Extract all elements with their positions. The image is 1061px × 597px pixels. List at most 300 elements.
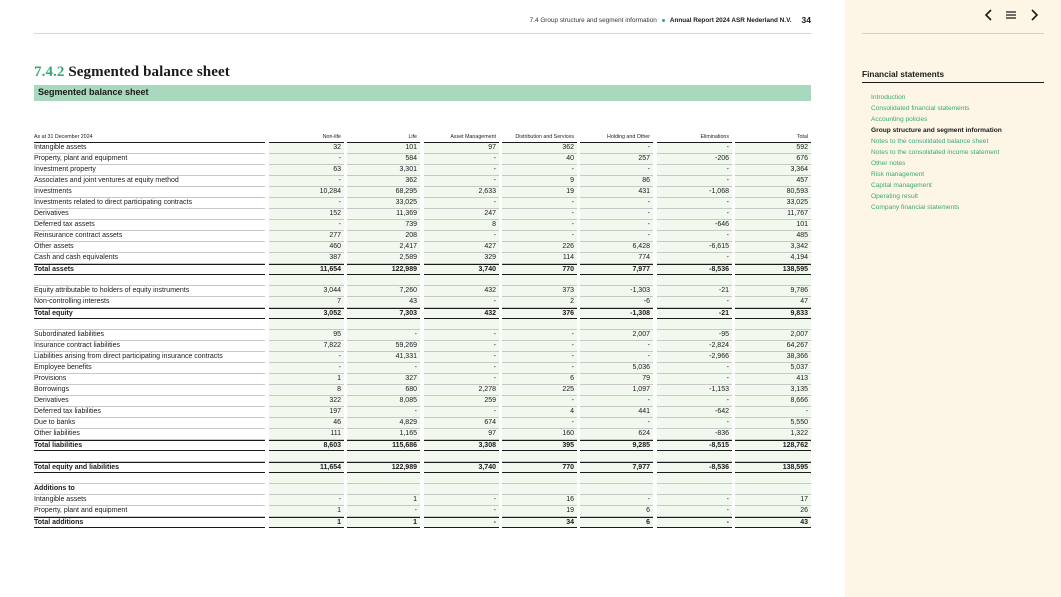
value-cell: - (502, 330, 577, 341)
value-cell: - (424, 176, 499, 187)
value-cell: -642 (657, 407, 732, 418)
blank-cell (502, 319, 577, 330)
value-cell: 101 (735, 220, 811, 231)
value-cell: 3,301 (347, 165, 420, 176)
blank-cell (502, 451, 577, 462)
value-cell: 584 (347, 154, 420, 165)
value-cell: 6 (580, 506, 653, 517)
row-label: Due to banks (34, 418, 265, 429)
value-cell: - (347, 407, 420, 418)
value-cell: 111 (269, 429, 344, 440)
page-header (34, 14, 811, 26)
value-cell: 431 (580, 187, 653, 198)
value-cell: - (269, 495, 344, 506)
value-cell: - (657, 495, 732, 506)
value-cell: 11,369 (347, 209, 420, 220)
value-cell: - (657, 253, 732, 264)
blank-cell (269, 473, 344, 484)
value-cell: 59,269 (347, 341, 420, 352)
value-cell: 7,977 (580, 264, 653, 275)
blank-cell (34, 275, 265, 286)
toc-item[interactable]: Consolidated financial statements (871, 105, 970, 112)
subheading-row (34, 484, 811, 495)
blank-cell (735, 451, 811, 462)
value-cell: -6,615 (657, 242, 732, 253)
value-cell: 322 (269, 396, 344, 407)
row-label: Intangible assets (34, 495, 265, 506)
value-cell: - (657, 231, 732, 242)
value-cell: 8 (269, 385, 344, 396)
value-cell: - (424, 165, 499, 176)
value-cell: 329 (424, 253, 499, 264)
row-label: Reinsurance contract assets (34, 231, 265, 242)
blank-cell (657, 275, 732, 286)
value-cell: - (424, 407, 499, 418)
value-cell: 7,260 (347, 286, 420, 297)
row-label: Subordinated liabilities (34, 330, 265, 341)
value-cell: 1,097 (580, 385, 653, 396)
value-cell: - (424, 330, 499, 341)
value-cell: 395 (502, 440, 577, 451)
blank-cell (424, 275, 499, 286)
value-cell: 8,085 (347, 396, 420, 407)
row-label: Insurance contract liabilities (34, 341, 265, 352)
value-cell: - (424, 341, 499, 352)
value-cell: - (657, 363, 732, 374)
toc-list (871, 92, 1002, 213)
value-cell: - (269, 363, 344, 374)
row-label: Derivatives (34, 209, 265, 220)
blank-cell (580, 275, 653, 286)
table-row (34, 385, 811, 396)
value-cell: - (502, 209, 577, 220)
row-label: Investment property (34, 165, 265, 176)
value-cell: - (424, 363, 499, 374)
value-cell: 1 (269, 374, 344, 385)
table-row (34, 242, 811, 253)
value-cell: 8,603 (269, 440, 344, 451)
row-label: Total additions (34, 517, 265, 528)
value-cell: 1,165 (347, 429, 420, 440)
toc-item[interactable]: Notes to the consolidated balance sheet (871, 138, 989, 145)
table-row (34, 209, 811, 220)
value-cell: - (502, 341, 577, 352)
blank-row (34, 319, 811, 330)
value-cell: 432 (424, 286, 499, 297)
value-cell: -2,824 (657, 341, 732, 352)
value-cell: -836 (657, 429, 732, 440)
value-cell: 3,364 (735, 165, 811, 176)
value-cell: 95 (269, 330, 344, 341)
value-cell: 3,135 (735, 385, 811, 396)
title-number: 7.4.2 (34, 64, 65, 80)
value-cell: - (657, 176, 732, 187)
value-cell: - (502, 220, 577, 231)
value-cell: 2,007 (580, 330, 653, 341)
blank-cell (657, 473, 732, 484)
value-cell: 770 (502, 462, 577, 473)
value-cell: - (580, 198, 653, 209)
page-title (34, 64, 230, 81)
value-cell (657, 484, 732, 495)
value-cell: 7,822 (269, 341, 344, 352)
value-cell: - (424, 231, 499, 242)
value-cell: 8,666 (735, 396, 811, 407)
row-label: Property, plant and equipment (34, 506, 265, 517)
col-header-asset-management: Asset Management (424, 132, 499, 143)
sidebar-title[interactable]: Financial statements (862, 69, 1044, 83)
blank-cell (580, 319, 653, 330)
value-cell: 63 (269, 165, 344, 176)
col-header-non-life: Non-life (269, 132, 344, 143)
value-cell: 43 (735, 517, 811, 528)
total-row (34, 462, 811, 473)
header-label: As at 31 December 2024 (34, 132, 265, 143)
value-cell: 152 (269, 209, 344, 220)
row-label: Investments related to direct participating contracts (34, 198, 265, 209)
value-cell: 3,308 (424, 440, 499, 451)
table-row (34, 187, 811, 198)
value-cell: 9 (502, 176, 577, 187)
col-header-holding: Holding and Other (580, 132, 653, 143)
table-row (34, 374, 811, 385)
col-header-distribution: Distribution and Services (502, 132, 577, 143)
value-cell: 1 (269, 506, 344, 517)
value-cell: 208 (347, 231, 420, 242)
value-cell: 197 (269, 407, 344, 418)
value-cell: 115,686 (347, 440, 420, 451)
value-cell: 624 (580, 429, 653, 440)
value-cell (424, 484, 499, 495)
value-cell: -1,153 (657, 385, 732, 396)
blank-cell (34, 451, 265, 462)
value-cell: 122,989 (347, 462, 420, 473)
value-cell: - (657, 297, 732, 308)
value-cell: - (580, 418, 653, 429)
value-cell: 277 (269, 231, 344, 242)
value-cell: - (580, 396, 653, 407)
value-cell: 5,037 (735, 363, 811, 374)
value-cell: - (269, 154, 344, 165)
row-label: Non-controlling interests (34, 297, 265, 308)
value-cell: - (580, 143, 653, 154)
value-cell: - (657, 165, 732, 176)
row-label: Total liabilities (34, 440, 265, 451)
value-cell: 2 (502, 297, 577, 308)
value-cell: 6 (580, 517, 653, 528)
value-cell: -6 (580, 297, 653, 308)
value-cell: 257 (580, 154, 653, 165)
chevron-left-icon[interactable] (981, 9, 997, 25)
page-number: 34 (801, 15, 811, 25)
blank-cell (735, 275, 811, 286)
col-header-eliminations: Eliminations (657, 132, 732, 143)
menu-icon[interactable] (1003, 9, 1019, 25)
value-cell: - (657, 396, 732, 407)
toc-item[interactable]: Introduction (871, 94, 906, 101)
value-cell: -8,536 (657, 264, 732, 275)
value-cell: 413 (735, 374, 811, 385)
value-cell: 11,654 (269, 462, 344, 473)
value-cell: 5,550 (735, 418, 811, 429)
sidebar-rule (862, 33, 1044, 34)
table-row (34, 220, 811, 231)
blank-cell (735, 473, 811, 484)
total-row (34, 440, 811, 451)
table-row (34, 198, 811, 209)
blank-row (34, 275, 811, 286)
blank-cell (580, 451, 653, 462)
value-cell: 1 (269, 517, 344, 528)
value-cell: 592 (735, 143, 811, 154)
value-cell: 26 (735, 506, 811, 517)
value-cell: 1,322 (735, 429, 811, 440)
value-cell: 774 (580, 253, 653, 264)
value-cell: 427 (424, 242, 499, 253)
value-cell: - (502, 396, 577, 407)
header-rule (34, 33, 811, 34)
value-cell: - (502, 363, 577, 374)
value-cell: - (657, 374, 732, 385)
table-row (34, 253, 811, 264)
value-cell: - (347, 330, 420, 341)
value-cell: 441 (580, 407, 653, 418)
value-cell: - (502, 231, 577, 242)
value-cell: 46 (269, 418, 344, 429)
table-row (34, 407, 811, 418)
value-cell: -95 (657, 330, 732, 341)
row-label: Associates and joint ventures at equity method (34, 176, 265, 187)
blank-row (34, 451, 811, 462)
value-cell: 138,595 (735, 264, 811, 275)
toc-item[interactable]: Other notes (871, 160, 906, 167)
balance-sheet-table (34, 132, 811, 528)
value-cell: 2,633 (424, 187, 499, 198)
value-cell: 376 (502, 308, 577, 319)
value-cell: - (580, 209, 653, 220)
value-cell: 33,025 (735, 198, 811, 209)
value-cell: 460 (269, 242, 344, 253)
value-cell: - (269, 352, 344, 363)
value-cell: 7,977 (580, 462, 653, 473)
table-row (34, 495, 811, 506)
row-label: Intangible assets (34, 143, 265, 154)
table-title-bar (34, 85, 811, 101)
blank-cell (34, 319, 265, 330)
toc-item[interactable]: Risk management (871, 171, 925, 178)
value-cell: 3,044 (269, 286, 344, 297)
value-cell: 247 (424, 209, 499, 220)
blank-cell (347, 451, 420, 462)
row-label: Total equity and liabilities (34, 462, 265, 473)
table-row (34, 429, 811, 440)
row-label: Deferred tax assets (34, 220, 265, 231)
table-row (34, 352, 811, 363)
value-cell: 2,278 (424, 385, 499, 396)
row-label: Employee benefits (34, 363, 265, 374)
value-cell: 362 (347, 176, 420, 187)
value-cell: -2,966 (657, 352, 732, 363)
value-cell: 373 (502, 286, 577, 297)
col-header-total: Total (735, 132, 811, 143)
value-cell: 8 (424, 220, 499, 231)
value-cell: - (657, 143, 732, 154)
value-cell (269, 484, 344, 495)
value-cell: 6 (502, 374, 577, 385)
value-cell: - (657, 418, 732, 429)
blank-cell (347, 319, 420, 330)
blank-cell (735, 319, 811, 330)
total-row (34, 517, 811, 528)
col-header-life: Life (347, 132, 420, 143)
value-cell: - (424, 506, 499, 517)
value-cell: 10,284 (269, 187, 344, 198)
row-label: Cash and cash equivalents (34, 253, 265, 264)
toc-item[interactable]: Operating result (871, 193, 918, 200)
blank-row (34, 473, 811, 484)
toc-item[interactable]: Group structure and segment information (871, 127, 1002, 134)
value-cell: 327 (347, 374, 420, 385)
value-cell: 16 (502, 495, 577, 506)
value-cell: 259 (424, 396, 499, 407)
table-row (34, 418, 811, 429)
value-cell: - (424, 297, 499, 308)
row-label: Additions to (34, 484, 265, 495)
value-cell (347, 484, 420, 495)
total-row (34, 308, 811, 319)
value-cell: 97 (424, 429, 499, 440)
value-cell: -1,068 (657, 187, 732, 198)
value-cell: 79 (580, 374, 653, 385)
value-cell: - (657, 198, 732, 209)
value-cell (580, 484, 653, 495)
blank-cell (502, 275, 577, 286)
value-cell: 2,589 (347, 253, 420, 264)
toc-item[interactable]: Capital management (871, 182, 932, 189)
value-cell: 9,285 (580, 440, 653, 451)
value-cell: 160 (502, 429, 577, 440)
value-cell: - (424, 154, 499, 165)
toc-item[interactable]: Notes to the consolidated income statement (871, 149, 1000, 156)
value-cell: - (269, 176, 344, 187)
chevron-right-icon[interactable] (1026, 9, 1042, 25)
blank-cell (424, 451, 499, 462)
row-label: Deferred tax liabilities (34, 407, 265, 418)
table-title: Segmented balance sheet (38, 87, 149, 97)
row-label: Liabilities arising from direct participating insurance contracts (34, 352, 265, 363)
value-cell: 4,194 (735, 253, 811, 264)
toc-item[interactable]: Company financial statements (871, 204, 960, 211)
sidebar (845, 0, 1061, 597)
blank-cell (347, 473, 420, 484)
value-cell: 11,654 (269, 264, 344, 275)
value-cell: -21 (657, 286, 732, 297)
header-report: Annual Report 2024 ASR Nederland N.V. (669, 16, 792, 24)
value-cell: - (580, 495, 653, 506)
value-cell: 7,303 (347, 308, 420, 319)
value-cell: 19 (502, 506, 577, 517)
value-cell: 1 (347, 517, 420, 528)
value-cell: 11,767 (735, 209, 811, 220)
value-cell: 739 (347, 220, 420, 231)
value-cell: 226 (502, 242, 577, 253)
value-cell: 114 (502, 253, 577, 264)
row-label: Investments (34, 187, 265, 198)
value-cell: 64,267 (735, 341, 811, 352)
toc-item[interactable]: Accounting policies (871, 116, 928, 123)
value-cell: 9,786 (735, 286, 811, 297)
value-cell: 3,740 (424, 264, 499, 275)
value-cell: -8,515 (657, 440, 732, 451)
total-row (34, 264, 811, 275)
table-row (34, 143, 811, 154)
value-cell: 32 (269, 143, 344, 154)
blank-cell (269, 319, 344, 330)
value-cell: 19 (502, 187, 577, 198)
value-cell: - (580, 231, 653, 242)
blank-cell (657, 451, 732, 462)
value-cell (735, 484, 811, 495)
table-row (34, 330, 811, 341)
value-cell: -21 (657, 308, 732, 319)
value-cell: - (424, 374, 499, 385)
blank-cell (424, 319, 499, 330)
header-section: 7.4 Group structure and segment information (529, 16, 657, 24)
value-cell: 33,025 (347, 198, 420, 209)
value-cell: - (657, 517, 732, 528)
value-cell: 225 (502, 385, 577, 396)
value-cell: - (657, 209, 732, 220)
value-cell: 4 (502, 407, 577, 418)
value-cell: -1,303 (580, 286, 653, 297)
blank-cell (347, 275, 420, 286)
value-cell: 680 (347, 385, 420, 396)
value-cell: 3,052 (269, 308, 344, 319)
value-cell: 5,036 (580, 363, 653, 374)
value-cell: - (580, 220, 653, 231)
blank-cell (657, 319, 732, 330)
value-cell: - (580, 165, 653, 176)
value-cell: - (502, 352, 577, 363)
value-cell: - (269, 198, 344, 209)
value-cell: - (502, 198, 577, 209)
value-cell: 40 (502, 154, 577, 165)
row-label: Provisions (34, 374, 265, 385)
value-cell: - (347, 506, 420, 517)
table-header-row (34, 132, 811, 143)
value-cell: 122,989 (347, 264, 420, 275)
value-cell: - (502, 165, 577, 176)
value-cell: 387 (269, 253, 344, 264)
value-cell: - (424, 495, 499, 506)
value-cell: -1,308 (580, 308, 653, 319)
blank-cell (502, 473, 577, 484)
blank-cell (424, 473, 499, 484)
row-label: Total equity (34, 308, 265, 319)
row-label: Total assets (34, 264, 265, 275)
value-cell: - (347, 363, 420, 374)
blank-cell (269, 275, 344, 286)
value-cell: 770 (502, 264, 577, 275)
value-cell: 485 (735, 231, 811, 242)
row-label: Property, plant and equipment (34, 154, 265, 165)
value-cell: -646 (657, 220, 732, 231)
table-row (34, 297, 811, 308)
value-cell: -206 (657, 154, 732, 165)
value-cell: 2,007 (735, 330, 811, 341)
value-cell: -8,536 (657, 462, 732, 473)
value-cell: 6,428 (580, 242, 653, 253)
